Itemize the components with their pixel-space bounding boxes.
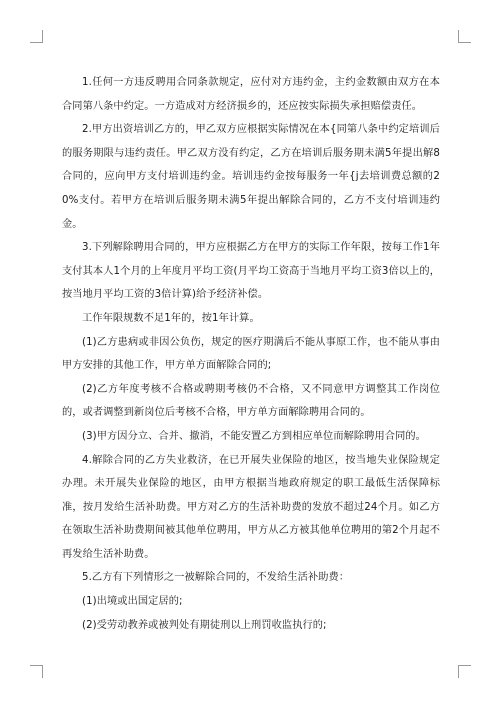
crop-mark-top-right (458, 30, 471, 43)
paragraph-item-imprisonment: (2)受劳动教养或被判处有期徒刑以上刑罚收监执行的; (82, 619, 327, 631)
paragraph-item-emigration: (1)出境或出国定居的; (82, 596, 183, 608)
paragraph-training-penalty: 2.甲方出资培训乙方的，甲乙双方应根据实际情况在本{同第八条中约定培训后的服务期限与违约责任。甲乙双方没有约定，乙方在培训后服务期未满5年提出解8合同的，应向甲方支付培训违约金。培训违约金按每服务一年{j去培训费总额的20%支付。若甲方在培训后服务期未满5年提出解除合同的，乙方不支付培训违约金。 (62, 124, 440, 230)
paragraph-item-restructuring: (3)甲方因分立、合并、撤消，不能安置乙方到相应单位而解除聘用合同的。 (82, 430, 426, 442)
crop-mark-top-left (30, 30, 43, 43)
crop-mark-bottom-left (30, 665, 43, 678)
paragraph-unemployment-relief: 4.解除合同的乙方失业救济，在已开展失业保险的地区，按当地失业保险规定办理。未开展失业保险的地区，由甲方根据当地政府规定的职工最低生活保障标准，按月发给生活补助费。甲方对乙方的生活补助费的发放不超过24个月。如乙方在领取生活补助费期间被其他单位聘用，甲方从乙方被其他单位聘用的第2个月起不再发给生活补助费。 (62, 454, 440, 560)
paragraph-economic-compensation: 3.下列解除聘用合同的，甲方应根据乙方在甲方的实际工作年限，按每工作1年支付其本人1个月的上年度月平均工资(月平均工资高于当地月平均工资3倍以上的，按当地月平均工资的3倍计算)给予经济补偿。 (62, 242, 440, 301)
document-body (62, 71, 440, 637)
paragraph-item-illness: (1)乙方患病或非因公负伤，规定的医疗期满后不能从事原工作，也不能从事由甲方安排的其他工作，甲方单方面解除合同的; (62, 336, 440, 372)
crop-mark-bottom-right (458, 665, 471, 678)
paragraph-item-assessment: (2)乙方年度考核不合格或聘期考核仍不合格，又不同意甲方调整其工作岗位的，或者调整到新岗位后考核不合格，甲方单方面解除聘用合同的。 (62, 383, 440, 419)
paragraph-work-years: 工作年限规数不足1年的，按1年计算。 (82, 312, 260, 324)
paragraph-breach-penalty: 1.任何一方违反聘用合同条款规定，应付对方违约金，主约金数额由双方在本合同第八条中约定。一方造成对方经济损乡的，还应按实际损失承担赔偿责任。 (62, 77, 440, 112)
paragraph-no-subsidy-cases: 5.乙方有下列情形之一被解除合同的，不发给生活补助费： (82, 572, 350, 584)
